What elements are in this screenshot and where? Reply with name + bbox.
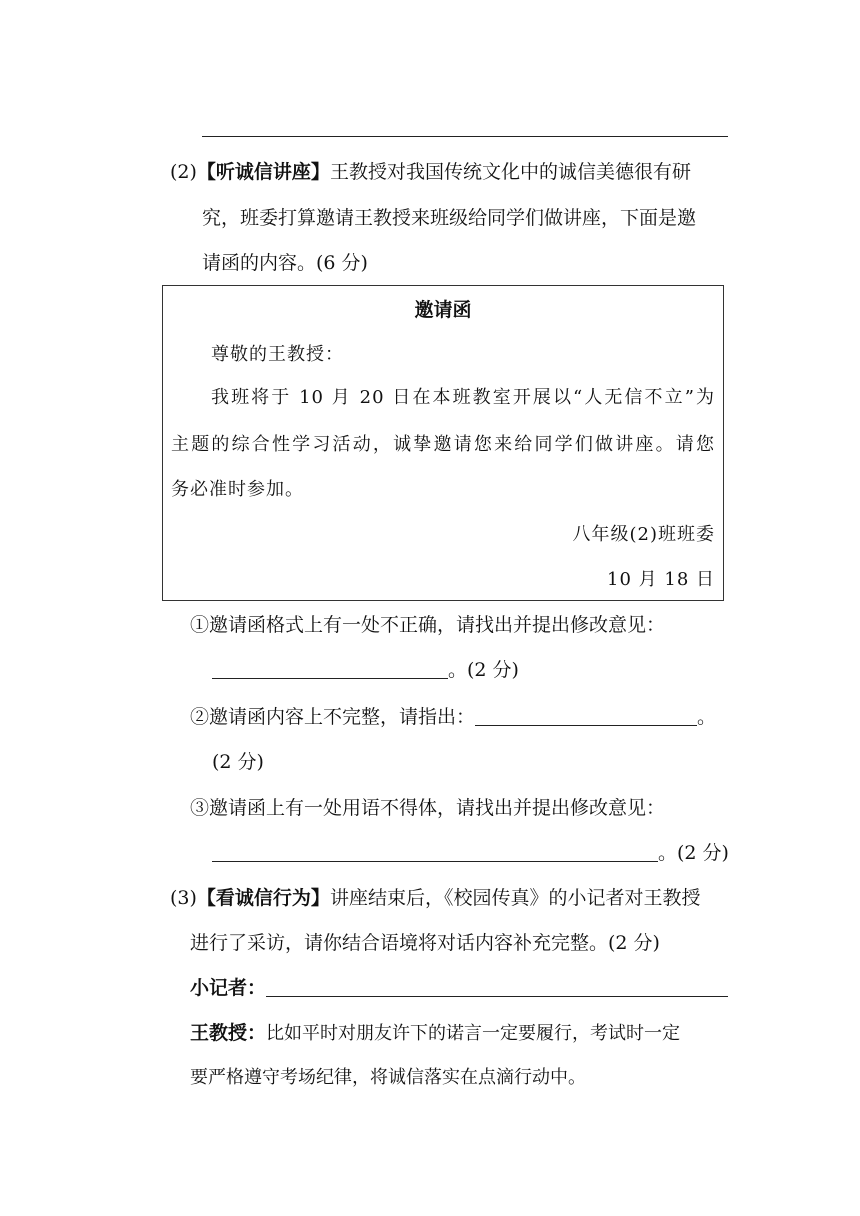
sub-question-2	[190, 703, 716, 731]
answer-blank-2[interactable]	[475, 705, 697, 726]
professor-text-2: 要严格遵守考场纪律，将诚信落实在点滴行动中。	[190, 1067, 586, 1088]
invitation-title: 邀请函	[414, 299, 472, 321]
sub-question-1: ①邀请函格式上有一处不正确，请找出并提出修改意见：	[190, 614, 666, 636]
sub-question-3-answer	[212, 839, 729, 867]
answer-blank-3[interactable]	[212, 841, 658, 862]
reporter-label: 小记者：	[190, 977, 267, 999]
professor-label: 王教授：	[190, 1022, 267, 1044]
invitation-body-2: 主题的综合性学习活动，诚挚邀请您来给同学们做讲座。请您	[171, 434, 715, 455]
sub-question-1-score: 。(2 分)	[448, 659, 519, 681]
question-3-text-1: 讲座结束后，《校园传真》的小记者对王教授	[329, 887, 701, 909]
sub-question-2-score: (2 分)	[212, 751, 264, 773]
sub-question-3-score: 。(2 分)	[658, 842, 729, 864]
invitation-body-3: 务必准时参加。	[171, 479, 304, 500]
question-3-tag: 【看诚信行为】	[196, 887, 330, 909]
invitation-salutation: 尊敬的王教授：	[211, 344, 344, 365]
question-3-line-1	[170, 884, 700, 912]
reporter-answer-blank[interactable]	[266, 976, 728, 997]
question-3-line-2: 进行了采访，请你结合语境将对话内容补充完整。(2 分)	[190, 932, 660, 954]
invitation-box	[162, 285, 724, 601]
question-2-tag: 【听诚信讲座】	[196, 161, 330, 183]
sub-question-2-period: 。	[697, 706, 717, 728]
invitation-signature: 八年级(2)班班委	[572, 524, 715, 545]
question-2-text-1: 王教授对我国传统文化中的诚信美德很有研	[329, 161, 691, 183]
answer-line-top[interactable]	[202, 136, 728, 137]
question-2-line-1	[170, 158, 691, 186]
question-3-number: (3)	[170, 887, 197, 909]
answer-blank-1[interactable]	[212, 658, 448, 679]
sub-question-3: ③邀请函上有一处用语不得体，请找出并提出修改意见：	[190, 797, 666, 819]
sub-question-1-answer	[212, 656, 519, 684]
professor-text-1: 比如平时对朋友许下的诺言一定要履行，考试时一定	[266, 1023, 681, 1044]
sub-question-2-text: ②邀请函内容上不完整，请指出：	[190, 706, 476, 728]
invitation-date: 10 月 18 日	[607, 569, 715, 590]
question-2-line-2: 究，班委打算邀请王教授来班级给同学们做讲座，下面是邀	[202, 207, 697, 229]
professor-row	[190, 1019, 680, 1048]
reporter-row	[190, 974, 728, 1002]
invitation-body-1: 我班将于 10 月 20 日在本班教室开展以“人无信不立”为	[211, 387, 715, 408]
question-2-line-3: 请函的内容。(6 分)	[202, 252, 368, 274]
question-2-number: (2)	[170, 161, 197, 183]
